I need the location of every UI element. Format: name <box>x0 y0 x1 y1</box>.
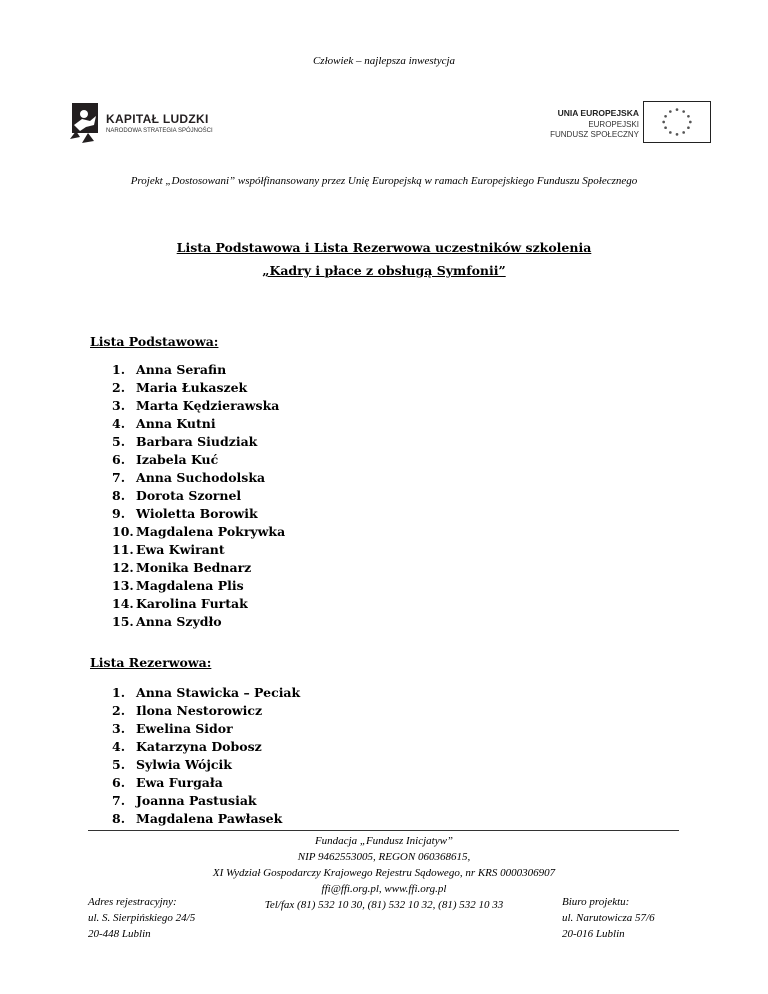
item-number: 6. <box>112 452 126 467</box>
item-number: 7. <box>112 470 126 485</box>
item-number: 5. <box>112 757 126 772</box>
item-number: 3. <box>112 398 126 413</box>
item-number: 5. <box>112 434 126 449</box>
participant-name: Izabela Kuć <box>136 452 219 467</box>
list-item <box>112 792 300 810</box>
footer-divider <box>88 830 679 831</box>
list-item <box>112 613 285 631</box>
participant-name: Anna Suchodolska <box>136 470 266 485</box>
list-item <box>112 541 285 559</box>
list-item <box>112 451 285 469</box>
document-subtitle: „Kadry i płace z obsługą Symfonii” <box>262 263 506 278</box>
registered-address-city: 20-448 Lublin <box>88 928 151 940</box>
list-item <box>112 774 300 792</box>
item-number: 11. <box>112 542 134 557</box>
participant-name: Katarzyna Dobosz <box>136 739 262 754</box>
list-item <box>112 559 285 577</box>
kapital-ludzki-emblem-icon <box>68 103 102 143</box>
eu-flag-icon <box>643 101 711 143</box>
participant-name: Anna Szydło <box>136 614 222 629</box>
participant-name: Sylwia Wójcik <box>136 757 232 772</box>
list-item <box>112 397 285 415</box>
participant-name: Wioletta Borowik <box>136 506 258 521</box>
footer-registry: XI Wydział Gospodarczy Krajowego Rejestru Sądowego, nr KRS 0000306907 <box>212 867 556 879</box>
item-number: 8. <box>112 811 126 826</box>
eu-logo-line3: FUNDUSZ SPOŁECZNY <box>550 130 639 139</box>
list-item <box>112 379 285 397</box>
item-number: 8. <box>112 488 126 503</box>
item-number: 6. <box>112 775 126 790</box>
participant-name: Ewa Kwirant <box>136 542 225 557</box>
list-item <box>112 487 285 505</box>
project-office-label: Biuro projektu: <box>562 896 630 908</box>
item-number: 12. <box>112 560 134 575</box>
list-item <box>112 702 300 720</box>
participant-name: Marta Kędzierawska <box>136 398 280 413</box>
participant-name: Anna Kutni <box>136 416 216 431</box>
project-office-street: ul. Narutowicza 57/6 <box>562 912 655 924</box>
item-number: 1. <box>112 362 126 377</box>
participant-name: Anna Stawicka – Peciak <box>136 685 301 700</box>
footer-contact-web: ffi@ffi.org.pl, www.ffi.org.pl <box>321 883 447 895</box>
kapital-ludzki-subtitle: NARODOWA STRATEGIA SPÓJNOŚCI <box>106 128 213 134</box>
list-item <box>112 433 285 451</box>
list-item <box>112 738 300 756</box>
project-statement: Projekt „Dostosowani” współfinansowany przez Unię Europejską w ramach Europejskiego Funduszu Społecznego <box>130 175 638 187</box>
participant-name: Ilona Nestorowicz <box>136 703 263 718</box>
kapital-ludzki-title: KAPITAŁ LUDZKI <box>106 112 209 126</box>
item-number: 1. <box>112 685 126 700</box>
item-number: 3. <box>112 721 126 736</box>
footer-ids: NIP 9462553005, REGON 060368615, <box>297 851 471 863</box>
item-number: 10. <box>112 524 134 539</box>
primary-list-heading: Lista Podstawowa: <box>90 334 219 349</box>
list-item <box>112 505 285 523</box>
item-number: 15. <box>112 614 134 629</box>
footer-org-name: Fundacja „Fundusz Inicjatyw” <box>314 835 454 847</box>
list-item <box>112 415 285 433</box>
participant-name: Dorota Szornel <box>136 488 242 503</box>
participant-name: Joanna Pastusiak <box>136 793 257 808</box>
participant-name: Magdalena Plis <box>136 578 244 593</box>
participant-name: Barbara Siudziak <box>136 434 258 449</box>
list-item <box>112 756 300 774</box>
primary-list <box>112 361 285 631</box>
item-number: 2. <box>112 703 126 718</box>
item-number: 9. <box>112 506 126 521</box>
registered-address-label: Adres rejestracyjny: <box>88 896 177 908</box>
reserve-list <box>112 684 300 828</box>
reserve-list-heading: Lista Rezerwowa: <box>90 655 212 670</box>
eu-logo-line1: UNIA EUROPEJSKA <box>557 108 639 118</box>
registered-address <box>88 894 195 942</box>
document-title: Lista Podstawowa i Lista Rezerwowa uczestników szkolenia <box>176 240 592 255</box>
registered-address-street: ul. S. Sierpińskiego 24/5 <box>88 912 196 924</box>
list-item <box>112 810 300 828</box>
list-item <box>112 595 285 613</box>
item-number: 14. <box>112 596 134 611</box>
eu-logo-line2: EUROPEJSKI <box>588 120 639 129</box>
list-item <box>112 577 285 595</box>
item-number: 4. <box>112 739 126 754</box>
participant-name: Ewa Furgała <box>136 775 223 790</box>
participant-name: Magdalena Pawłasek <box>136 811 283 826</box>
item-number: 4. <box>112 416 126 431</box>
list-item <box>112 523 285 541</box>
participant-name: Ewelina Sidor <box>136 721 233 736</box>
participant-name: Maria Łukaszek <box>136 380 248 395</box>
list-item <box>112 720 300 738</box>
participant-name: Magdalena Pokrywka <box>136 524 286 539</box>
item-number: 2. <box>112 380 126 395</box>
participant-name: Monika Bednarz <box>136 560 252 575</box>
participant-name: Anna Serafin <box>136 362 227 377</box>
list-item <box>112 684 300 702</box>
list-item <box>112 469 285 487</box>
participant-name: Karolina Furtak <box>136 596 248 611</box>
eu-logo <box>548 101 713 143</box>
project-office-address <box>562 894 655 942</box>
item-number: 7. <box>112 793 126 808</box>
project-office-city: 20-016 Lublin <box>562 928 625 940</box>
item-number: 13. <box>112 578 134 593</box>
kapital-ludzki-logo <box>68 103 228 143</box>
list-item <box>112 361 285 379</box>
footer-phone: Tel/fax (81) 532 10 30, (81) 532 10 32, (81) 532 10 33 <box>264 899 504 911</box>
header-motto: Człowiek – najlepsza inwestycja <box>312 55 456 67</box>
